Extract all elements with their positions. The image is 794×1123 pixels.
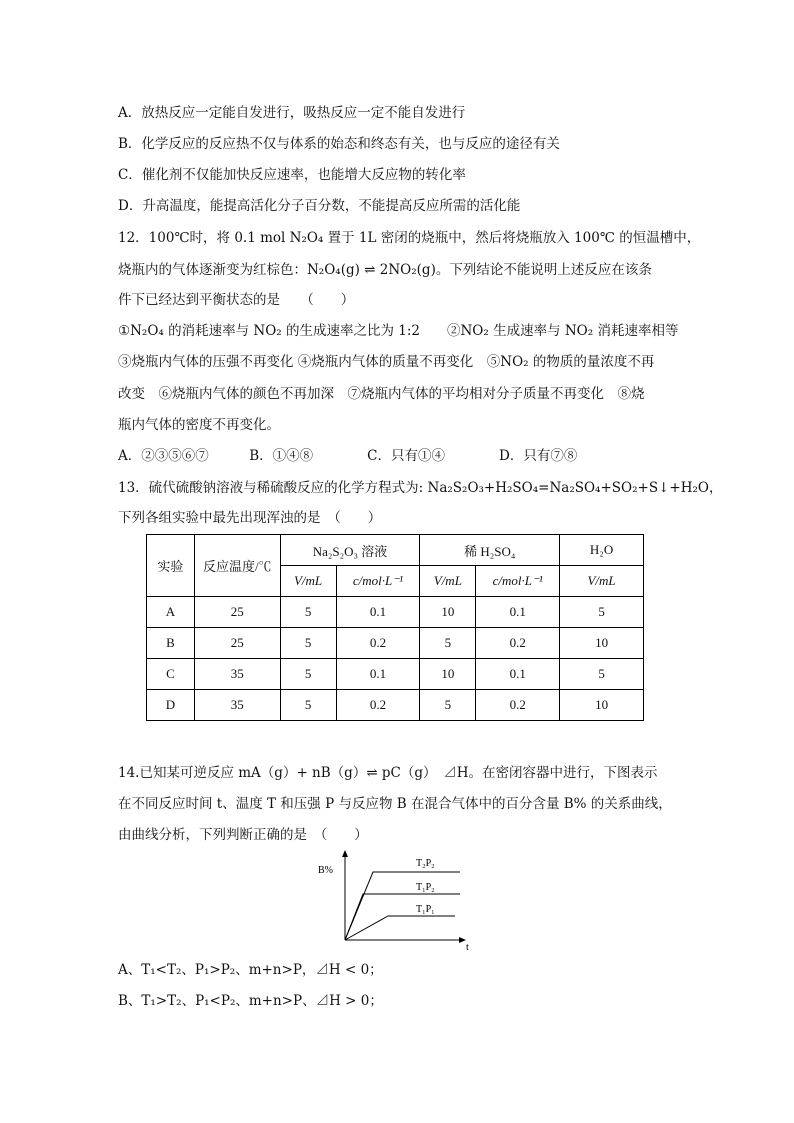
table-cell: C	[147, 659, 195, 690]
table-cell: D	[147, 690, 195, 721]
table-cell: 5	[560, 597, 644, 628]
table-cell: 0.1	[476, 597, 560, 628]
q11-option-c: C．催化剂不仅能加快反应速率，也能增大反应物的转化率	[118, 167, 466, 183]
x-axis-label: t	[466, 942, 469, 953]
q11-option-d: D．升高温度，能提高活化分子百分数，不能提高反应所需的活化能	[118, 198, 521, 214]
q12-stem-line-3: 件下已经达到平衡状态的是 （ ）	[118, 292, 355, 308]
header-na2s2o3: Na₂S₂O₃ 溶液	[280, 535, 420, 566]
table-cell: 0.1	[336, 597, 420, 628]
q11-option-a: A．放热反应一定能自发进行，吸热反应一定不能自发进行	[118, 105, 466, 121]
q12-stem-line-1: 12．100℃时，将 0.1 mol N₂O₄ 置于 1L 密闭的烧瓶中，然后将烧瓶放入 100℃ 的恒温槽中，	[118, 230, 701, 246]
q14-option-a: A、T₁<T₂、P₁>P₂、m+n>P，⊿H < 0；	[118, 962, 383, 978]
table-cell: B	[147, 628, 195, 659]
table-cell: 0.1	[336, 659, 420, 690]
subheader-v: V/mL	[280, 566, 336, 597]
table-cell: 10	[560, 690, 644, 721]
q12-statement-line-4: 瓶内气体的密度不再变化。	[118, 417, 280, 433]
table-cell: 10	[420, 659, 476, 690]
header-temperature: 反应温度/℃	[194, 535, 280, 597]
table-cell: 5	[420, 690, 476, 721]
table-cell: 35	[194, 690, 280, 721]
table-row	[147, 659, 644, 690]
q12-statement-line-2: ③烧瓶内气体的压强不再变化 ④烧瓶内气体的质量不再变化 ⑤NO₂ 的物质的量浓度不再	[118, 354, 655, 370]
table-cell: 5	[420, 628, 476, 659]
table-cell: 0.2	[336, 628, 420, 659]
table-cell: 5	[280, 659, 336, 690]
q11-option-b: B．化学反应的反应热不仅与体系的始态和终态有关，也与反应的途径有关	[118, 136, 560, 152]
b-percent-time-graph	[310, 848, 480, 954]
table-cell: 35	[194, 659, 280, 690]
table-row	[147, 690, 644, 721]
table-cell: 0.2	[336, 690, 420, 721]
table-cell: 10	[560, 628, 644, 659]
curve-t1p2	[345, 894, 460, 940]
table-cell: 0.2	[476, 628, 560, 659]
curve-label-t1p1: T₁P₁	[416, 904, 435, 915]
x-axis-arrow-icon	[459, 937, 466, 943]
q14-stem-line-1: 14.已知某可逆反应 mA（g）+ nB（g）⇌ pC（g） ⊿H。在密闭容器中进行，下图表示	[118, 765, 658, 781]
subheader-v: V/mL	[420, 566, 476, 597]
header-h2o: H₂O	[560, 535, 644, 566]
table-cell: 5	[280, 690, 336, 721]
table-cell: A	[147, 597, 195, 628]
experiment-table	[146, 534, 644, 721]
table-row	[147, 597, 644, 628]
header-experiment: 实验	[147, 535, 195, 597]
q14-stem-line-2: 在不同反应时间 t、温度 T 和压强 P 与反应物 B 在混合气体中的百分含量 B% 的关系曲线，	[118, 796, 672, 812]
curve-label-t1p2: T₁P₂	[416, 882, 435, 893]
subheader-c: c/mol·L⁻¹	[336, 566, 420, 597]
subheader-v: V/mL	[560, 566, 644, 597]
q14-stem-line-3: 由曲线分析，下列判断正确的是 （ ）	[118, 827, 368, 843]
header-h2so4: 稀 H₂SO₄	[420, 535, 560, 566]
table-row	[147, 628, 644, 659]
q12-statement-line-1: ①N₂O₄ 的消耗速率与 NO₂ 的生成速率之比为 1:2 ②NO₂ 生成速率与 NO₂ 消耗速率相等	[118, 323, 679, 339]
y-axis-label: B%	[318, 865, 333, 876]
subheader-c: c/mol·L⁻¹	[476, 566, 560, 597]
q14-option-b: B、T₁>T₂、P₁<P₂、m+n>P、⊿H > 0；	[118, 993, 383, 1009]
q12-stem-line-2: 烧瓶内的气体逐渐变为红棕色：N₂O₄(g) ⇌ 2NO₂(g)。下列结论不能说明上述反应在该条	[118, 262, 652, 278]
curve-t1p1	[345, 916, 455, 940]
q13-stem-line-2: 下列各组实验中最先出现浑浊的是 （ ）	[118, 510, 382, 526]
curve-label-t2p2: T₂P₂	[416, 858, 435, 869]
table-cell: 25	[194, 628, 280, 659]
table-cell: 5	[280, 597, 336, 628]
table-cell: 5	[280, 628, 336, 659]
y-axis-arrow-icon	[342, 850, 348, 857]
q13-stem-line-1: 13．硫代硫酸钠溶液与稀硫酸反应的化学方程式为: Na₂S₂O₃+H₂SO₄=Na₂SO₄+SO₂+S↓+H₂O，	[118, 480, 723, 496]
table-cell: 0.1	[476, 659, 560, 690]
table-cell: 0.2	[476, 690, 560, 721]
table-cell: 5	[560, 659, 644, 690]
q12-options: A．②③⑤⑥⑦ B．①④⑧ C．只有①④ D．只有⑦⑧	[118, 448, 578, 464]
q12-statement-line-3: 改变 ⑥烧瓶内气体的颜色不再加深 ⑦烧瓶内气体的平均相对分子质量不再变化 ⑧烧	[118, 386, 645, 402]
table-cell: 25	[194, 597, 280, 628]
table-cell: 10	[420, 597, 476, 628]
